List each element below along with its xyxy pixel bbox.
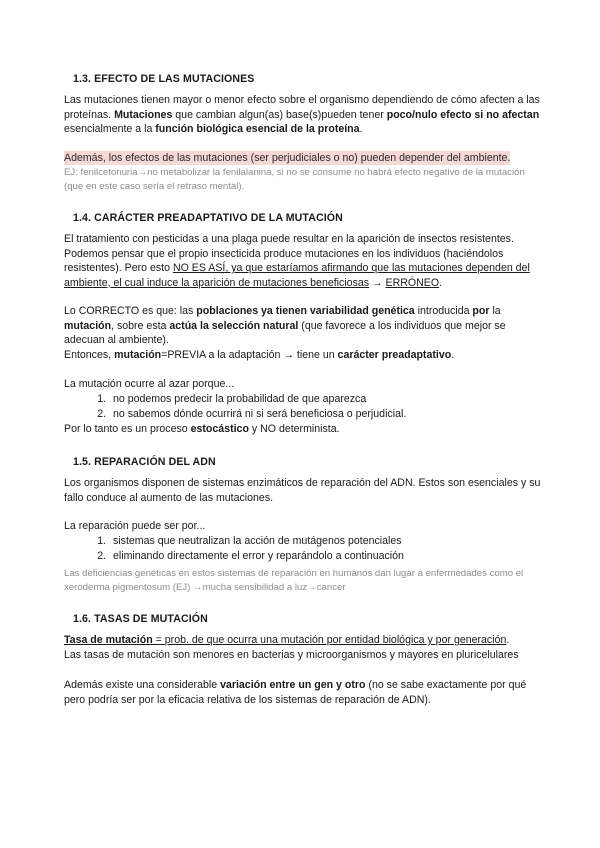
example-phenylketonuria: EJ: fenilcetonuria→no metabolizar la fenilalanina, si no se consume no habrá efecto negativo de la mutación (que en este caso sería el retraso mental). [64, 167, 525, 192]
section-heading-1-6: 1.6. TASAS DE MUTACIÓN [73, 613, 208, 625]
paragraph-gene-variation: Además existe una considerable variación entre un gen y otro (no se sabe exactamente por qué pero podría ser por la eficacia relativa de los sistemas de reparación de ADN). [64, 679, 527, 706]
paragraph-mutation-effect: Las mutaciones tienen mayor o menor efecto sobre el organismo dependiendo de cómo afecten a las proteínas. Mutaciones que cambian algun(as) base(s)pueden tener poco/nulo efecto si no afectan esencialmente a la función biológica esencial de la proteína. [64, 94, 540, 136]
repair-methods-list [64, 534, 589, 563]
paragraph-mutation-rates: Las tasas de mutación son menores en bacterias y microorganismos y mayores en pluricelulares [64, 649, 519, 661]
list-intro-random: La mutación ocurre al azar porque... [64, 378, 235, 390]
paragraph-pesticides: El tratamiento con pesticidas a una plaga puede resultar en la aparición de insectos resistentes. Podemos pensar que el propio insecticida produce mutaciones en los individuos (haciéndolos resistentes). Pero esto NO ES ASÍ, ya que estaríamos afirmando que las mutaciones dependen del ambiente, el cual induce la aparición de mutaciones beneficiosas → ERRÓNEO. [64, 233, 530, 289]
list-intro-repair: La reparación puede ser por... [64, 520, 206, 532]
paragraph-dna-repair: Los organismos disponen de sistemas enzimáticos de reparación del ADN. Estos son esenciales y su fallo conduce al aumento de las mutaciones. [64, 477, 541, 504]
paragraph-mutation-rate-definition: Tasa de mutación = prob. de que ocurra una mutación por entidad biológica y por generación. [64, 634, 510, 646]
section-heading-1-5: 1.5. REPARACIÓN DEL ADN [73, 456, 216, 468]
paragraph-preadaptive: Entonces, mutación=PREVIA a la adaptación → tiene un carácter preadaptativo. [64, 349, 455, 361]
paragraph-correct: Lo CORRECTO es que: las poblaciones ya tienen variabilidad genética introducida por la mutación, sobre esta actúa la selección natural (que favorece a los individuos que mejor se adecuan al ambiente). [64, 305, 506, 347]
note-xeroderma: Las deficiencias genéticas en estos sistemas de reparación en humanos dan lugar a enfermedades como el xeroderma pigmentosum (EJ) →mucha sensibilidad a luz→cancer [64, 568, 524, 593]
list-item: 2. eliminando directamente el error y reparándolo a continuación [109, 549, 589, 564]
list-item: 1. no podemos predecir la probabilidad de que aparezca [109, 392, 589, 407]
paragraph-stochastic: Por lo tanto es un proceso estocástico y NO determinista. [64, 423, 340, 435]
section-heading-1-4: 1.4. CARÁCTER PREADAPTATIVO DE LA MUTACIÓN [73, 212, 343, 224]
section-heading-1-3: 1.3. EFECTO DE LAS MUTACIONES [73, 73, 255, 85]
list-item: 2. no sabemos dónde ocurrirá ni si será beneficiosa o perjudicial. [109, 407, 589, 422]
random-reasons-list [64, 392, 589, 421]
highlighted-note: Además, los efectos de las mutaciones (ser perjudiciales o no) pueden depender del ambiente. [64, 152, 511, 164]
list-item: 1. sistemas que neutralizan la acción de mutágenos potenciales [109, 534, 589, 549]
